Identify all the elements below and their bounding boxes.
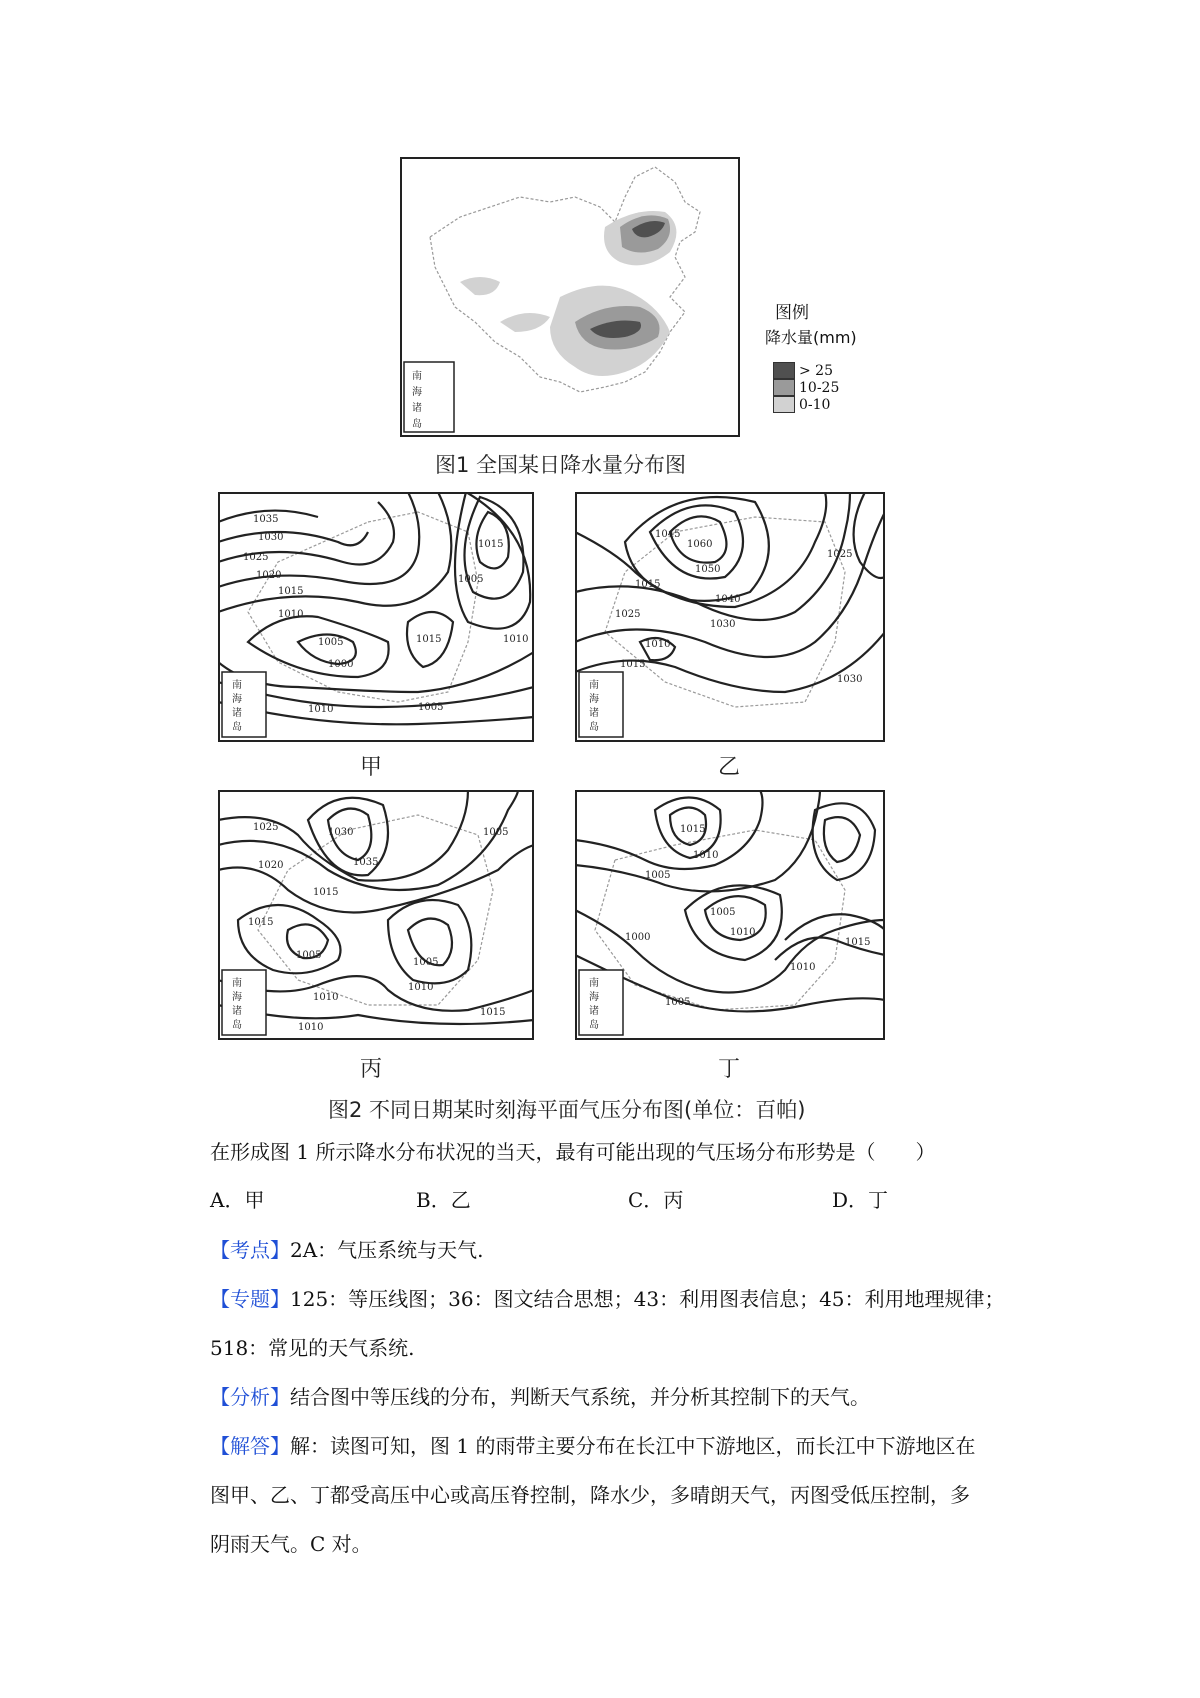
svg-text:南: 南 [589,680,599,691]
kaodian-text: 2A：气压系统与天气. [290,1238,484,1262]
option-a [210,1188,264,1212]
svg-text:1010: 1010 [278,609,304,620]
kaodian-tag: 【考点】 [210,1238,290,1262]
svg-text:1030: 1030 [328,827,354,838]
zhuanti-line-2: 518：常见的天气系统. [210,1336,415,1360]
svg-text:南: 南 [232,978,242,989]
legend-item [773,362,875,379]
svg-text:1025: 1025 [827,549,853,560]
svg-text:1005: 1005 [483,827,509,838]
svg-text:岛: 岛 [232,1020,242,1031]
option-d-text: 丁 [868,1188,889,1212]
svg-text:1045: 1045 [655,529,681,540]
svg-text:1005: 1005 [413,957,439,968]
svg-text:岛: 岛 [589,722,599,733]
isobar-panel-yi [575,492,885,742]
svg-text:1030: 1030 [710,619,736,630]
legend-swatch [773,396,795,413]
legend-label: 10-25 [799,379,840,396]
svg-text:1010: 1010 [308,704,334,715]
fenxi-text: 结合图中等压线的分布，判断天气系统，并分析其控制下的天气。 [290,1385,870,1409]
jieda-tag: 【解答】 [210,1434,290,1458]
svg-text:1015: 1015 [680,824,706,835]
svg-text:诸: 诸 [232,708,242,719]
svg-text:1025: 1025 [615,609,641,620]
svg-text:1015: 1015 [416,634,442,645]
option-d [832,1188,888,1212]
option-c [628,1188,683,1212]
option-a-text: 甲 [244,1188,265,1212]
svg-text:岛: 岛 [589,1020,599,1031]
svg-text:1020: 1020 [256,570,282,581]
svg-text:岛: 岛 [232,722,242,733]
figure2-caption: 图2 不同日期某时刻海平面气压分布图(单位：百帕) [328,1098,806,1122]
option-b-letter: B． [416,1188,451,1212]
zhuanti-tag: 【专题】 [210,1287,290,1311]
precipitation-legend [765,298,875,413]
svg-text:岛: 岛 [412,419,422,430]
panel-label-ding: 丁 [718,1057,741,1082]
svg-text:1005: 1005 [645,870,671,881]
svg-text:南: 南 [589,978,599,989]
kaodian-line [210,1238,484,1262]
jieda-text-1: 解：读图可知，图 1 的雨带主要分布在长江中下游地区，而长江中下游地区在 [290,1434,976,1458]
panel-label-bing: 丙 [360,1057,383,1082]
svg-text:海: 海 [589,694,599,705]
legend-title: 图例 [775,303,809,323]
legend-swatch [773,379,795,396]
panel-label-jia: 甲 [360,755,383,780]
jieda-line-3: 阴雨天气。C 对。 [210,1532,372,1556]
svg-text:1015: 1015 [620,659,646,670]
svg-text:1015: 1015 [635,579,661,590]
svg-text:1005: 1005 [710,907,736,918]
svg-text:诸: 诸 [232,1006,242,1017]
svg-text:1050: 1050 [695,564,721,575]
svg-text:1010: 1010 [503,634,529,645]
svg-text:1015: 1015 [478,539,504,550]
svg-text:1025: 1025 [243,552,269,563]
svg-text:1030: 1030 [258,532,284,543]
svg-text:诸: 诸 [589,708,599,719]
svg-text:1000: 1000 [328,659,354,670]
svg-text:1020: 1020 [258,860,284,871]
svg-text:海: 海 [589,992,599,1003]
legend-label: 0-10 [799,396,831,413]
svg-text:1040: 1040 [715,594,741,605]
option-b [416,1188,471,1212]
svg-text:1010: 1010 [790,962,816,973]
fenxi-tag: 【分析】 [210,1385,290,1409]
svg-text:1010: 1010 [730,927,756,938]
figure1-caption: 图1 全国某日降水量分布图 [435,453,687,477]
svg-text:海: 海 [412,387,422,398]
svg-text:1010: 1010 [298,1022,324,1033]
isobar-panel-ding [575,790,885,1040]
svg-text:南: 南 [232,680,242,691]
svg-text:1015: 1015 [278,586,304,597]
inset-label: 南 [412,371,422,382]
isobar-panel-bing [218,790,534,1040]
svg-text:1000: 1000 [625,932,651,943]
svg-text:1030: 1030 [837,674,863,685]
svg-text:1035: 1035 [353,857,379,868]
legend-swatch [773,362,795,379]
option-a-letter: A． [210,1188,245,1212]
option-c-letter: C． [628,1188,664,1212]
svg-text:1010: 1010 [645,639,671,650]
precipitation-map [400,157,740,437]
panel-label-yi: 乙 [718,755,741,780]
svg-text:诸: 诸 [589,1006,599,1017]
svg-text:1035: 1035 [253,514,279,525]
legend-item [773,379,875,396]
svg-text:1015: 1015 [480,1007,506,1018]
option-b-text: 乙 [450,1188,471,1212]
fenxi-line [210,1385,870,1409]
svg-text:1010: 1010 [313,992,339,1003]
question-stem: 在形成图 1 所示降水分布状况的当天，最有可能出现的气压场分布形势是（ ） [210,1140,936,1164]
option-d-letter: D． [832,1188,869,1212]
svg-text:1005: 1005 [458,574,484,585]
svg-text:1010: 1010 [408,982,434,993]
svg-text:1015: 1015 [313,887,339,898]
zhuanti-line-1 [210,1287,1005,1311]
svg-text:1010: 1010 [693,850,719,861]
zhuanti-text-1: 125：等压线图；36：图文结合思想；43：利用图表信息；45：利用地理规律； [290,1287,1005,1311]
legend-item [773,396,875,413]
jieda-line-1 [210,1434,975,1458]
svg-text:1005: 1005 [665,997,691,1008]
jieda-line-2: 图甲、乙、丁都受高压中心或高压脊控制，降水少，多晴朗天气，丙图受低压控制，多 [210,1483,970,1507]
isobar-panel-jia [218,492,534,742]
svg-text:1060: 1060 [687,539,713,550]
svg-text:1025: 1025 [253,822,279,833]
svg-text:1005: 1005 [296,950,322,961]
svg-text:1005: 1005 [318,637,344,648]
svg-text:1005: 1005 [418,702,444,713]
svg-text:诸: 诸 [412,403,422,414]
svg-text:1015: 1015 [845,937,871,948]
option-c-text: 丙 [663,1188,684,1212]
svg-text:海: 海 [232,992,242,1003]
legend-subtitle: 降水量(mm) [765,328,857,347]
svg-text:1015: 1015 [248,917,274,928]
svg-text:海: 海 [232,694,242,705]
legend-label: > 25 [799,362,833,379]
